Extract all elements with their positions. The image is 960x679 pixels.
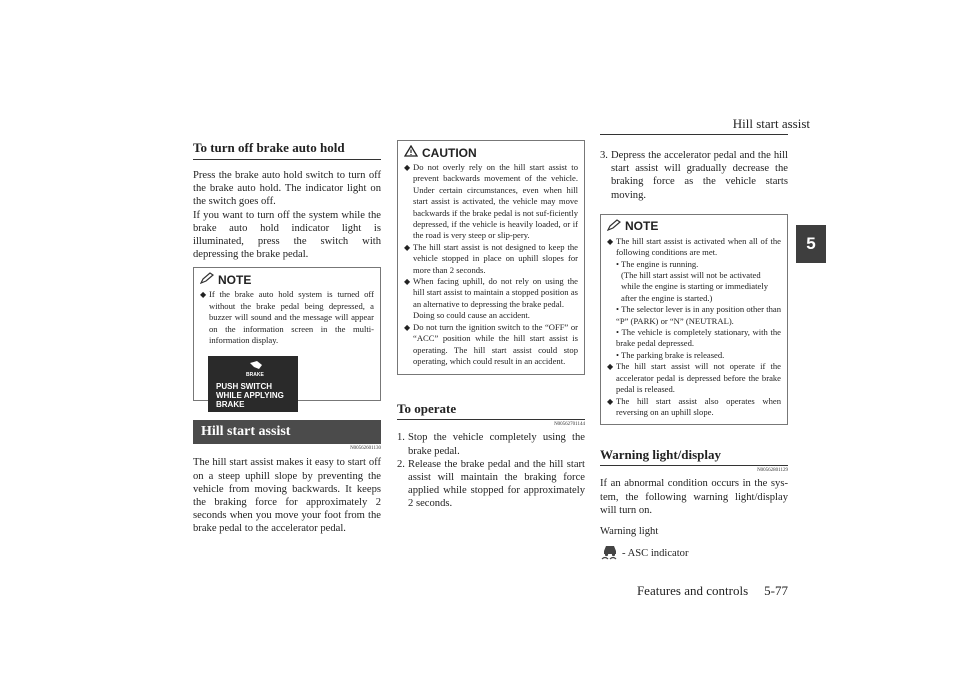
diamond-bullet-icon: ◆ bbox=[607, 236, 614, 246]
section-heading-to-operate: To operate bbox=[397, 401, 585, 420]
section-heading-brake-off: To turn off brake auto hold bbox=[193, 140, 381, 160]
paragraph: Press the brake auto hold switch to turn off the brake auto hold. The indicator light on the switch goes off. bbox=[193, 170, 381, 208]
section-heading-warning-light: Warning light/display bbox=[600, 447, 788, 466]
doc-code: N00562801129 bbox=[757, 468, 788, 474]
diamond-bullet-icon: ◆ bbox=[404, 277, 411, 287]
note-label: NOTE bbox=[625, 219, 659, 234]
footer-section: Features and controls bbox=[636, 583, 749, 598]
condition: • The vehicle is completely stationary, with the brake pedal depressed. bbox=[616, 327, 781, 349]
section-banner-hill-start-assist: Hill start assist bbox=[193, 420, 381, 444]
asc-indicator-icon bbox=[600, 542, 620, 565]
note-header bbox=[607, 219, 781, 234]
condition-detail: (The hill start assist will not be activated while the engine is starting or immediately after the engine is started.) bbox=[621, 270, 769, 303]
note-box bbox=[193, 267, 381, 410]
doc-code: N00562601130 bbox=[350, 446, 381, 452]
caution-bullet: ◆ The hill start assist is not designed to keep the vehicle stopped in place on uphill slopes for more than 2 seconds. bbox=[404, 241, 578, 275]
column-3 bbox=[600, 149, 788, 565]
foot-icon bbox=[248, 360, 264, 372]
chapter-tab: 5 bbox=[796, 225, 826, 263]
pencil-icon bbox=[200, 272, 214, 287]
caution-bullet: ◆ When facing uphill, do not rely on using the hill start assist to maintain a stopped position as an alternative to depressing the brake pedal. Doing so could cause an accident. bbox=[404, 276, 578, 321]
header-rule bbox=[600, 134, 788, 135]
brake-switch-image: BRAKE PUSH SWITCH WHILE APPLYING BRAKE bbox=[208, 356, 298, 412]
diamond-bullet-icon: ◆ bbox=[404, 322, 411, 332]
step-2: 2. Release the brake pedal and the hill start assist will maintain the braking force applied while stopped for approximately 2 seconds. bbox=[397, 458, 585, 510]
warning-light-label: Warning light bbox=[600, 525, 659, 537]
running-footer bbox=[630, 583, 788, 599]
note-label: NOTE bbox=[218, 272, 252, 287]
pencil-icon bbox=[607, 219, 621, 234]
page-number: 5-77 bbox=[764, 583, 788, 598]
condition: • The engine is running. bbox=[616, 258, 699, 269]
diamond-bullet-icon: ◆ bbox=[404, 242, 411, 252]
warning-triangle-icon bbox=[404, 145, 418, 160]
warning-light-item: - ASC indicator bbox=[600, 542, 788, 565]
note-bullet: ◆ If the brake auto hold system is turned off without the brake pedal being depressed, a buzzer will sound and the message will appear on the information screen in the multi-information display. bbox=[200, 289, 374, 346]
condition: • The parking brake is released. bbox=[616, 349, 725, 360]
paragraph: The hill start assist makes it easy to start off on a steep uphill slope by preventing the vehicle from moving backwards. It keeps the braking force for approximately 2 seconds when you move your foot from the brake pedal to the accelerator pedal. bbox=[193, 457, 381, 535]
column-1 bbox=[193, 140, 381, 536]
diamond-bullet-icon: ◆ bbox=[607, 396, 614, 406]
condition: • The selector lever is in any position other than “P” (PARK) or “N” (NEUTRAL). bbox=[616, 304, 781, 326]
running-header: Hill start assist bbox=[732, 116, 810, 131]
note-bullet: ◆ The hill start assist will not operate if the accelerator pedal is depressed before the brake pedal is released. bbox=[607, 361, 781, 395]
step-3: 3. Depress the accelerator pedal and the hill start assist will gradually decrease the braking force as the vehicle starts moving. bbox=[600, 150, 788, 201]
caution-box bbox=[397, 140, 585, 375]
step-1: 1. Stop the vehicle completely using the brake pedal. bbox=[397, 432, 585, 457]
paragraph: If an abnormal condition occurs in the sys-tem, the following warning light/display will turn on. bbox=[600, 478, 788, 516]
doc-code: N00562701144 bbox=[554, 422, 585, 428]
caution-header bbox=[404, 145, 578, 160]
paragraph: If you want to turn off the system while the brake auto hold indicator light is illuminated, press the switch with depressing the brake pedal. bbox=[193, 209, 381, 261]
note-header bbox=[200, 272, 374, 287]
column-2 bbox=[397, 140, 585, 511]
caution-bullet: ◆ Do not overly rely on the hill start assist to prevent backwards movement of the vehicle. Under certain circumstances, even when hill start assist is activated, the vehicle may move backwards if the brake pedal is not suf-ficiently depressed, if the vehicle is heavily loaded, or if the road is very steep or slip-pery. bbox=[404, 162, 578, 241]
note-box bbox=[600, 214, 788, 426]
diamond-bullet-icon: ◆ bbox=[607, 362, 614, 372]
diamond-bullet-icon: ◆ bbox=[200, 290, 207, 300]
caution-label: CAUTION bbox=[422, 145, 477, 160]
note-bullet: ◆ The hill start assist also operates when reversing on an uphill slope. bbox=[607, 395, 781, 417]
note-bullet: ◆ The hill start assist is activated when all of the following conditions are met. bbox=[607, 235, 781, 258]
caution-bullet: ◆ Do not turn the ignition switch to the “OFF” or “ACC” position while the hill start assist is operating. The hill start assist could stop operating, which could result in an accident. bbox=[404, 321, 578, 366]
diamond-bullet-icon: ◆ bbox=[404, 163, 411, 172]
